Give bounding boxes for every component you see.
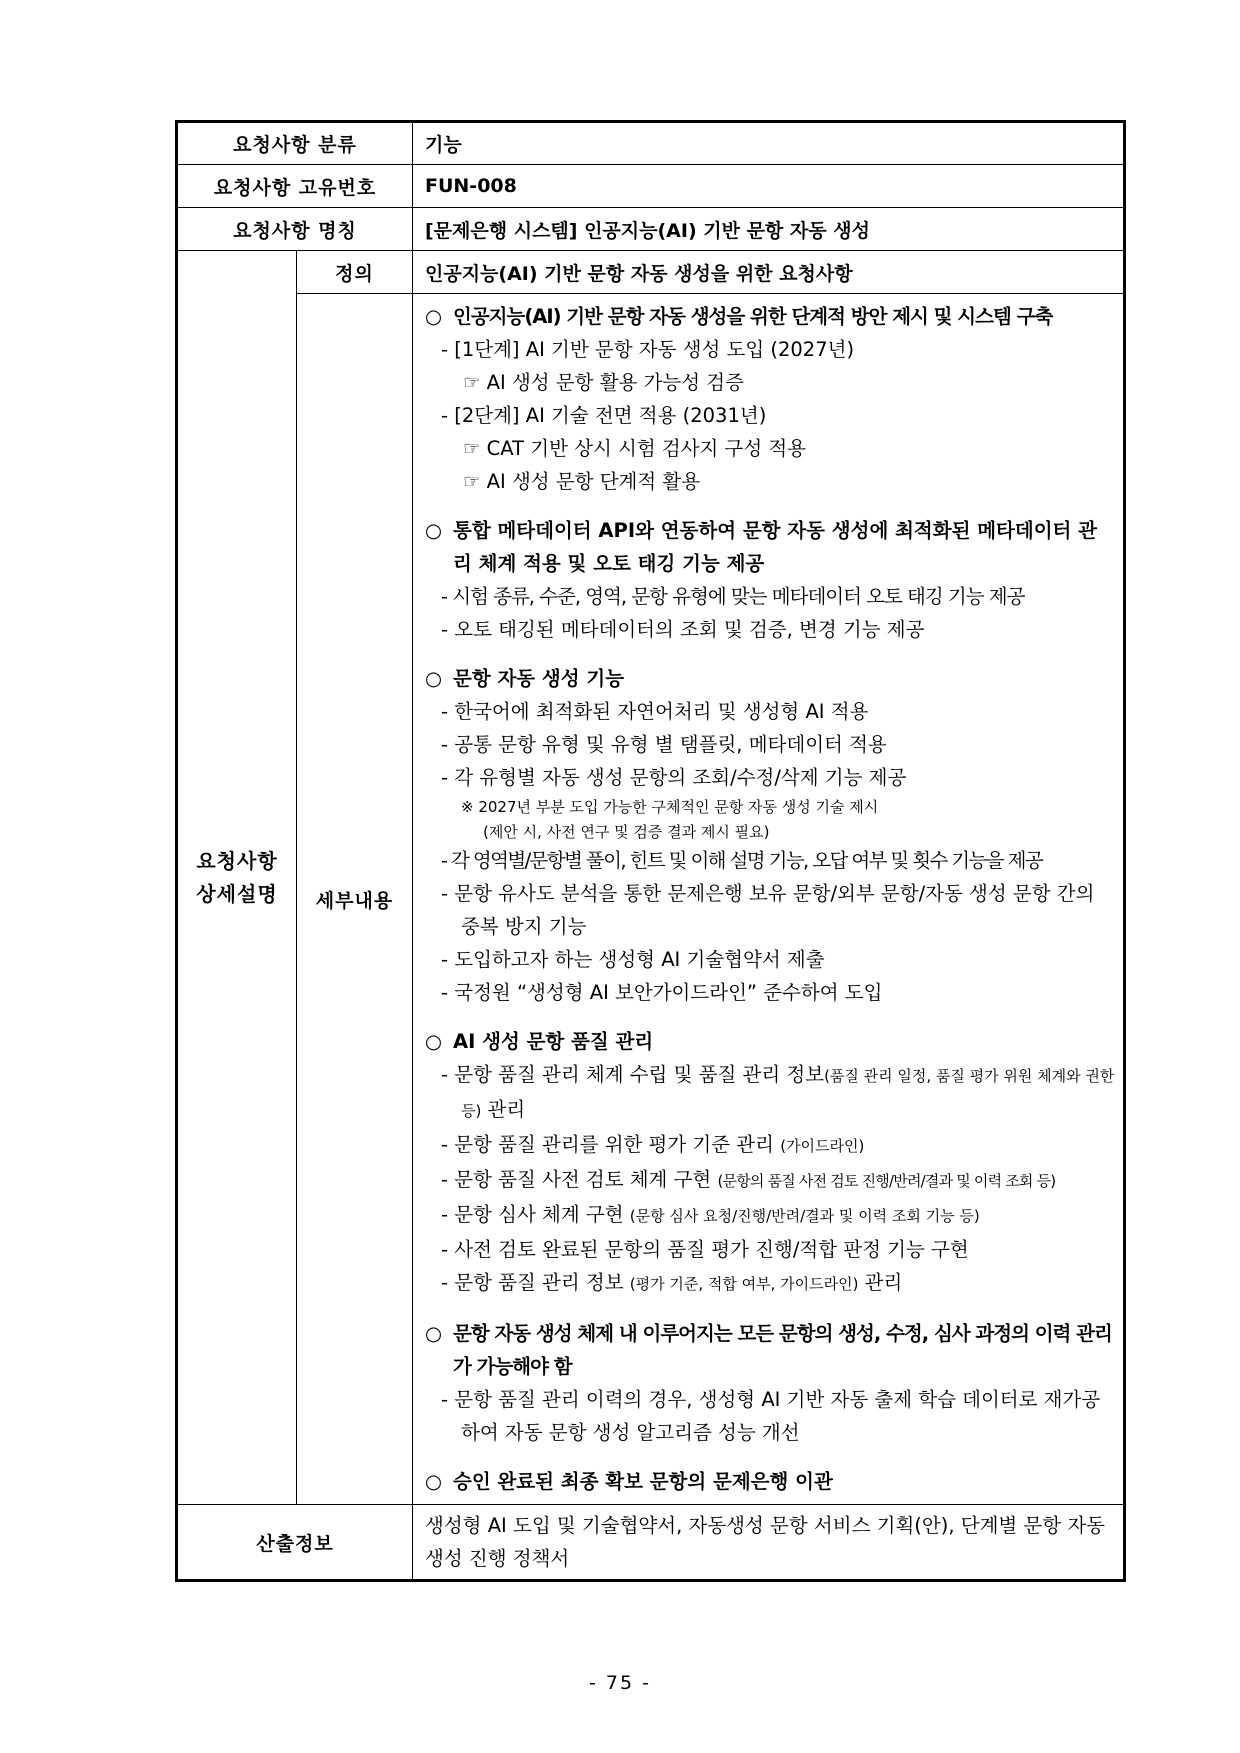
definition-label: 정의 bbox=[297, 251, 413, 294]
name-label: 요청사항 명칭 bbox=[177, 208, 413, 251]
list-item: - 사전 검토 완료된 문항의 품질 평가 진행/적합 판정 기능 구현 bbox=[441, 1238, 969, 1261]
row-definition bbox=[177, 251, 1125, 294]
list-item: - 문항 품질 사전 검토 체계 구현 (문항의 품질 사전 검토 진행/반려/결과 및 이력 조회 등) bbox=[441, 1168, 1056, 1191]
detail-section-6 bbox=[425, 1465, 1115, 1498]
note: ※ 2027년 부분 도입 가능한 구체적인 문항 자동 생성 기술 제시 bbox=[461, 798, 879, 816]
detail-section-5 bbox=[425, 1317, 1115, 1449]
circle-bullet-icon: ○ bbox=[425, 519, 443, 542]
list-item: - 문항 유사도 분석을 통한 문제은행 보유 문항/외부 문항/자동 생성 문항 간의 중복 방지 기능 bbox=[441, 882, 1095, 938]
section-heading: ○ 승인 완료된 최종 확보 문항의 문제은행 이관 bbox=[425, 1465, 1115, 1498]
row-category bbox=[177, 122, 1125, 165]
list-item: ☞ CAT 기반 상시 시험 검사지 구성 적용 bbox=[463, 437, 807, 460]
list-item: - 오토 태깅된 메타데이터의 조회 및 검증, 변경 기능 제공 bbox=[441, 618, 925, 641]
category-value: 기능 bbox=[413, 122, 1125, 165]
row-output bbox=[177, 1505, 1125, 1581]
list-item: - 도입하고자 하는 생성형 AI 기술협약서 제출 bbox=[441, 948, 825, 971]
circle-bullet-icon: ○ bbox=[425, 1322, 442, 1345]
detail-section-4 bbox=[425, 1025, 1115, 1301]
row-id bbox=[177, 165, 1125, 208]
list-item: - 시험 종류, 수준, 영역, 문항 유형에 맞는 메타데이터 오토 태깅 기능 제공 bbox=[441, 585, 1025, 608]
list-item: - [2단계] AI 기술 전면 적용 (2031년) bbox=[441, 404, 767, 427]
list-item: - 각 유형별 자동 생성 문항의 조회/수정/삭제 기능 제공 bbox=[441, 766, 907, 789]
detail-section-2 bbox=[425, 514, 1115, 646]
list-item: - 문항 품질 관리 정보 (평가 기준, 적합 여부, 가이드라인) 관리 bbox=[441, 1271, 903, 1294]
list-item: - 문항 품질 관리 체계 수립 및 품질 관리 정보(품질 관리 일정, 품질 평가 위원 체계와 권한 등) 관리 bbox=[441, 1063, 1115, 1121]
list-item: ☞ AI 생성 문항 단계적 활용 bbox=[463, 470, 701, 493]
detail-group-label-line2: 상세설명 bbox=[196, 881, 278, 906]
id-value: FUN-008 bbox=[413, 165, 1125, 208]
detail-section-3 bbox=[425, 662, 1115, 1009]
output-value: 생성형 AI 도입 및 기술협약서, 자동생성 문항 서비스 기획(안), 단계별 문항 자동 생성 진행 정책서 bbox=[413, 1505, 1125, 1581]
list-item: - 한국어에 최적화된 자연어처리 및 생성형 AI 적용 bbox=[441, 700, 869, 723]
requirement-table bbox=[175, 120, 1126, 1582]
list-item: ☞ AI 생성 문항 활용 가능성 검증 bbox=[463, 371, 744, 394]
section-heading: ○ AI 생성 문항 품질 관리 bbox=[425, 1025, 1115, 1058]
list-item: - 각 영역별/문항별 풀이, 힌트 및 이해 설명 기능, 오답 여부 및 횟수 기능을 제공 bbox=[441, 849, 1043, 872]
id-label: 요청사항 고유번호 bbox=[177, 165, 413, 208]
detail-content bbox=[413, 294, 1125, 1505]
category-label: 요청사항 분류 bbox=[177, 122, 413, 165]
definition-value: 인공지능(AI) 기반 문항 자동 생성을 위한 요청사항 bbox=[413, 251, 1125, 294]
row-detail bbox=[177, 294, 1125, 1505]
section-heading: ○ 문항 자동 생성 체제 내 이루어지는 모든 문항의 생성, 수정, 심사 과정의 이력 관리가 가능해야 함 bbox=[425, 1317, 1115, 1383]
list-item: - 문항 품질 관리를 위한 평가 기준 관리 (가이드라인) bbox=[441, 1133, 865, 1156]
note: (제안 시, 사전 연구 및 검증 결과 제시 필요) bbox=[483, 823, 770, 841]
page-number: - 75 - bbox=[589, 1672, 651, 1694]
detail-group-label bbox=[177, 251, 297, 1505]
detail-section-1 bbox=[425, 300, 1115, 498]
section-heading: ○ 통합 메타데이터 API와 연동하여 문항 자동 생성에 최적화된 메타데이터 관리 체계 적용 및 오토 태깅 기능 제공 bbox=[425, 514, 1115, 580]
section-heading: ○ 인공지능(AI) 기반 문항 자동 생성을 위한 단계적 방안 제시 및 시스템 구축 bbox=[425, 300, 1115, 333]
section-heading: ○ 문항 자동 생성 기능 bbox=[425, 662, 1115, 695]
list-item: - 문항 심사 체계 구현 (문항 심사 요청/진행/반려/결과 및 이력 조회 기능 등) bbox=[441, 1203, 980, 1226]
list-item: - [1단계] AI 기반 문항 자동 생성 도입 (2027년) bbox=[441, 338, 855, 361]
circle-bullet-icon: ○ bbox=[425, 1030, 443, 1053]
detail-group-label-line1: 요청사항 bbox=[196, 848, 278, 873]
row-name bbox=[177, 208, 1125, 251]
name-value: [문제은행 시스템] 인공지능(AI) 기반 문항 자동 생성 bbox=[413, 208, 1125, 251]
detail-label: 세부내용 bbox=[297, 294, 413, 1505]
circle-bullet-icon: ○ bbox=[425, 1470, 443, 1493]
list-item: - 국정원 “생성형 AI 보안가이드라인” 준수하여 도입 bbox=[441, 981, 883, 1004]
output-label: 산출정보 bbox=[177, 1505, 413, 1581]
circle-bullet-icon: ○ bbox=[425, 305, 442, 328]
list-item: - 문항 품질 관리 이력의 경우, 생성형 AI 기반 자동 출제 학습 데이터로 재가공하여 자동 문항 생성 알고리즘 성능 개선 bbox=[441, 1388, 1101, 1444]
circle-bullet-icon: ○ bbox=[425, 667, 443, 690]
list-item: - 공통 문항 유형 및 유형 별 탬플릿, 메타데이터 적용 bbox=[441, 733, 887, 756]
